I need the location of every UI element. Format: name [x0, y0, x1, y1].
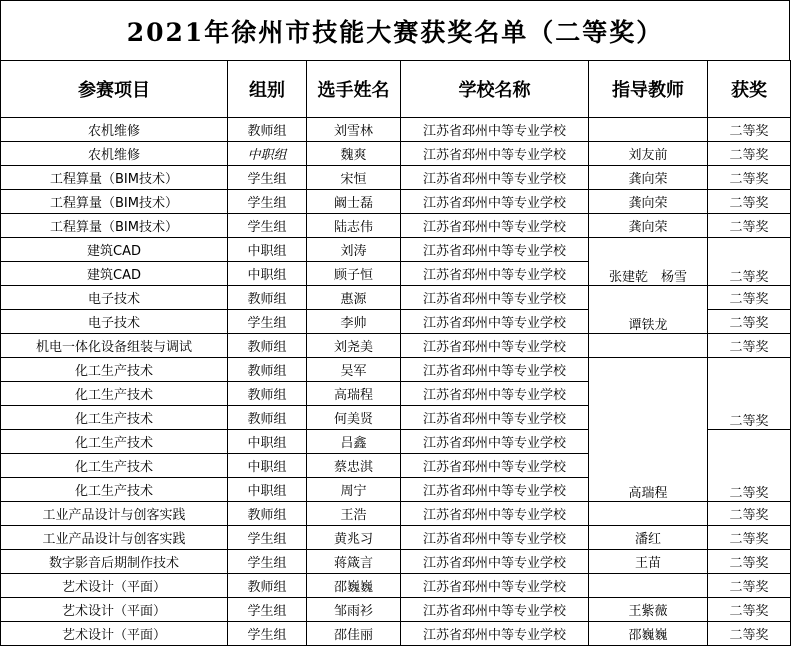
cell-group: 学生组 — [228, 310, 307, 334]
cell-group: 中职组 — [228, 238, 307, 262]
cell-award: 二等奖 — [708, 310, 791, 334]
cell-name: 邵佳丽 — [307, 622, 401, 646]
cell-name: 邹雨衫 — [307, 598, 401, 622]
cell-school: 江苏省邳州中等专业学校 — [401, 502, 589, 526]
table-row — [1, 118, 791, 142]
cell-school: 江苏省邳州中等专业学校 — [401, 310, 589, 334]
cell-award: 二等奖 — [708, 190, 791, 214]
cell-group: 学生组 — [228, 190, 307, 214]
table-row — [1, 502, 791, 526]
cell-name: 阚士磊 — [307, 190, 401, 214]
cell-project: 工程算量（BIM技术） — [1, 190, 228, 214]
cell-name: 魏爽 — [307, 142, 401, 166]
cell-project: 工业产品设计与创客实践 — [1, 526, 228, 550]
cell-project: 机电一体化设备组装与调试 — [1, 334, 228, 358]
cell-project: 化工生产技术 — [1, 454, 228, 478]
cell-school: 江苏省邳州中等专业学校 — [401, 190, 589, 214]
cell-award: 二等奖 — [708, 622, 791, 646]
cell-group: 学生组 — [228, 214, 307, 238]
cell-school: 江苏省邳州中等专业学校 — [401, 598, 589, 622]
cell-name: 何美贤 — [307, 406, 401, 430]
cell-school: 江苏省邳州中等专业学校 — [401, 382, 589, 406]
cell-group: 教师组 — [228, 406, 307, 430]
cell-school: 江苏省邳州中等专业学校 — [401, 406, 589, 430]
cell-award: 二等奖 — [708, 214, 791, 238]
cell-award: 二等奖 — [708, 430, 791, 502]
cell-name: 宋恒 — [307, 166, 401, 190]
cell-project: 化工生产技术 — [1, 478, 228, 502]
cell-group: 学生组 — [228, 526, 307, 550]
cell-teacher: 谭铁龙 — [589, 286, 708, 334]
header-teacher: 指导教师 — [589, 61, 708, 118]
cell-group: 教师组 — [228, 118, 307, 142]
cell-teacher — [589, 118, 708, 142]
cell-school: 江苏省邳州中等专业学校 — [401, 286, 589, 310]
cell-school: 江苏省邳州中等专业学校 — [401, 454, 589, 478]
cell-group: 学生组 — [228, 166, 307, 190]
cell-name: 黄兆习 — [307, 526, 401, 550]
cell-group: 教师组 — [228, 334, 307, 358]
cell-teacher: 龚向荣 — [589, 190, 708, 214]
cell-teacher — [589, 502, 708, 526]
cell-teacher: 王苗 — [589, 550, 708, 574]
cell-school: 江苏省邳州中等专业学校 — [401, 214, 589, 238]
table-row — [1, 190, 791, 214]
cell-award: 二等奖 — [708, 286, 791, 310]
cell-school: 江苏省邳州中等专业学校 — [401, 478, 589, 502]
cell-award: 二等奖 — [708, 238, 791, 286]
cell-project: 化工生产技术 — [1, 430, 228, 454]
cell-group: 学生组 — [228, 550, 307, 574]
cell-teacher: 张建乾 杨雪 — [589, 238, 708, 286]
cell-project: 工程算量（BIM技术） — [1, 166, 228, 190]
cell-teacher: 龚向荣 — [589, 166, 708, 190]
table-row — [1, 214, 791, 238]
cell-group: 中职组 — [228, 262, 307, 286]
table-row — [1, 142, 791, 166]
cell-school: 江苏省邳州中等专业学校 — [401, 430, 589, 454]
cell-name: 刘雪林 — [307, 118, 401, 142]
cell-school: 江苏省邳州中等专业学校 — [401, 550, 589, 574]
cell-school: 江苏省邳州中等专业学校 — [401, 334, 589, 358]
cell-project: 艺术设计（平面） — [1, 574, 228, 598]
cell-award: 二等奖 — [708, 358, 791, 430]
cell-project: 农机维修 — [1, 118, 228, 142]
cell-award: 二等奖 — [708, 574, 791, 598]
cell-project: 化工生产技术 — [1, 406, 228, 430]
cell-name: 周宁 — [307, 478, 401, 502]
table-row — [1, 598, 791, 622]
cell-school: 江苏省邳州中等专业学校 — [401, 358, 589, 382]
header-name: 选手姓名 — [307, 61, 401, 118]
cell-school: 江苏省邳州中等专业学校 — [401, 118, 589, 142]
header-row — [1, 61, 791, 118]
table-row — [1, 526, 791, 550]
cell-project: 化工生产技术 — [1, 358, 228, 382]
table-row — [1, 166, 791, 190]
cell-group: 中职组 — [228, 142, 307, 166]
cell-project: 化工生产技术 — [1, 382, 228, 406]
cell-school: 江苏省邳州中等专业学校 — [401, 574, 589, 598]
cell-project: 建筑CAD — [1, 238, 228, 262]
cell-group: 教师组 — [228, 286, 307, 310]
cell-school: 江苏省邳州中等专业学校 — [401, 238, 589, 262]
cell-school: 江苏省邳州中等专业学校 — [401, 142, 589, 166]
cell-group: 学生组 — [228, 622, 307, 646]
cell-teacher: 高瑞程 — [589, 358, 708, 502]
cell-name: 刘尧美 — [307, 334, 401, 358]
cell-school: 江苏省邳州中等专业学校 — [401, 166, 589, 190]
cell-group: 中职组 — [228, 430, 307, 454]
cell-group: 教师组 — [228, 574, 307, 598]
cell-teacher: 邵巍巍 — [589, 622, 708, 646]
cell-name: 高瑞程 — [307, 382, 401, 406]
award-table — [0, 60, 791, 646]
cell-name: 王浩 — [307, 502, 401, 526]
cell-group: 中职组 — [228, 454, 307, 478]
cell-school: 江苏省邳州中等专业学校 — [401, 622, 589, 646]
cell-project: 电子技术 — [1, 310, 228, 334]
header-award: 获奖 — [708, 61, 791, 118]
cell-award: 二等奖 — [708, 502, 791, 526]
cell-teacher — [589, 334, 708, 358]
cell-project: 农机维修 — [1, 142, 228, 166]
header-school: 学校名称 — [401, 61, 589, 118]
cell-award: 二等奖 — [708, 118, 791, 142]
cell-award: 二等奖 — [708, 142, 791, 166]
table-row — [1, 334, 791, 358]
cell-school: 江苏省邳州中等专业学校 — [401, 262, 589, 286]
cell-project: 艺术设计（平面） — [1, 598, 228, 622]
cell-group: 中职组 — [228, 478, 307, 502]
cell-award: 二等奖 — [708, 550, 791, 574]
cell-school: 江苏省邳州中等专业学校 — [401, 526, 589, 550]
cell-name: 蒋箴言 — [307, 550, 401, 574]
cell-teacher: 龚向荣 — [589, 214, 708, 238]
cell-project: 建筑CAD — [1, 262, 228, 286]
cell-name: 吴军 — [307, 358, 401, 382]
cell-name: 惠源 — [307, 286, 401, 310]
cell-project: 电子技术 — [1, 286, 228, 310]
cell-project: 数字影音后期制作技术 — [1, 550, 228, 574]
cell-award: 二等奖 — [708, 526, 791, 550]
cell-teacher — [589, 574, 708, 598]
cell-group: 教师组 — [228, 502, 307, 526]
cell-name: 蔡忠淇 — [307, 454, 401, 478]
table-row — [1, 358, 791, 382]
cell-name: 李帅 — [307, 310, 401, 334]
cell-teacher: 刘友前 — [589, 142, 708, 166]
header-project: 参赛项目 — [1, 61, 228, 118]
table-row — [1, 550, 791, 574]
cell-award: 二等奖 — [708, 166, 791, 190]
table-row — [1, 574, 791, 598]
cell-group: 教师组 — [228, 358, 307, 382]
table-row — [1, 238, 791, 262]
cell-name: 吕鑫 — [307, 430, 401, 454]
table-row — [1, 622, 791, 646]
cell-project: 艺术设计（平面） — [1, 622, 228, 646]
cell-name: 邵巍巍 — [307, 574, 401, 598]
cell-teacher: 潘红 — [589, 526, 708, 550]
cell-award: 二等奖 — [708, 598, 791, 622]
cell-group: 教师组 — [228, 382, 307, 406]
cell-project: 工业产品设计与创客实践 — [1, 502, 228, 526]
cell-name: 刘涛 — [307, 238, 401, 262]
table-row — [1, 286, 791, 310]
cell-project: 工程算量（BIM技术） — [1, 214, 228, 238]
cell-name: 顾子恒 — [307, 262, 401, 286]
cell-award: 二等奖 — [708, 334, 791, 358]
header-group: 组别 — [228, 61, 307, 118]
cell-group: 学生组 — [228, 598, 307, 622]
cell-teacher: 王紫薇 — [589, 598, 708, 622]
cell-name: 陆志伟 — [307, 214, 401, 238]
page-title: 2021年徐州市技能大赛获奖名单（二等奖） — [0, 0, 790, 61]
